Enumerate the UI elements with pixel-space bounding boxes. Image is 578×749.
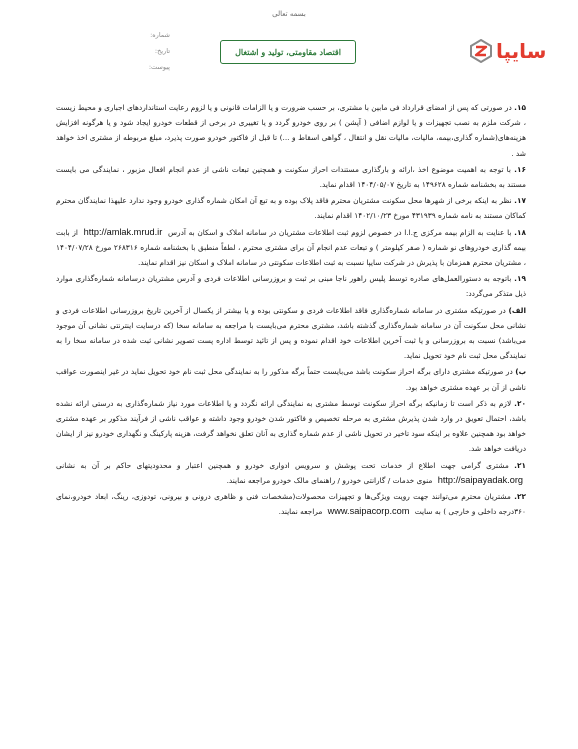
saipa-wordmark: سایپا	[496, 39, 547, 63]
clause-text-continued: مراجعه نمایند.	[278, 507, 323, 517]
clause-19-alef	[56, 303, 526, 364]
saipa-emblem-icon	[470, 39, 492, 63]
meta-date-label: تاریخ:	[154, 47, 170, 55]
clause-19-be	[56, 364, 526, 394]
amlak-url-link[interactable]: http://amlak.mrud.ir	[83, 226, 163, 237]
clause-15	[56, 100, 526, 161]
clause-number: ۱۸.	[514, 227, 526, 237]
clause-text: در صورتی که پس از امضای قرارداد فی مابین با مشتری، بر حسب ضرورت و یا الزامات قانونی و یا لزوم رعایت استانداردهای اجباری و محیط زیست ، شرکت ملزم به نصب تجهیزات و یا لوازم اضافی ( آپشن ) بر روی خودرو گردد و یا تغییری در برخی از قطعات خودرو ایجاد شود و یا هرگونه افزایش هزینه‌های(شماره گذاری،بیمه، مالیات، مالیات نقل و انتقال ، گواهی اسقاط و ...) تا قبل از فاکتور خودرو صورت پذیرد، مبلغ مربوطه از مشتری اخذ خواهد شد .	[56, 103, 526, 158]
clause-19	[56, 271, 526, 301]
economy-slogan-logo: اقتصاد مقاومتی، تولید و اشتغال	[220, 40, 356, 64]
clause-17	[56, 193, 526, 223]
letter-meta	[100, 28, 170, 76]
clause-text: مشتری گرامی جهت اطلاع از خدمات تحت پوشش و سرویس ادواری خودرو و همچنین اعتبار و محدودیتهای حاکم بر آن به نشانی	[56, 460, 509, 470]
clause-text: نظر به اینکه برخی از شهرها محل سکونت مشتریان محترم فاقد پلاک بوده و به تبع آن امکان شماره گذاری خودرو وجود ندارد علیهذا نمایندگان محترم کماکان مستند به نامه شماره ۴۳۱۹۳۹ مورخ ۱۴۰۲/۱۰/۲۳ اقدام نمایند.	[56, 196, 526, 221]
clauses-body	[56, 100, 526, 520]
clause-21	[56, 458, 526, 488]
clause-number: ۱۹.	[514, 274, 526, 284]
sub-clause-text: در صورتیکه مشتری در سامانه شماره‌گذاری فاقد اطلاعات فردی و سکونتی بوده و یا بیشتر از یکسال از آخرین تاریخ بروزرسانی اطلاعات فردی و نشانی محل سکونت آن در سامانه شماره‌گذاری گذشته باشد، مشتری محترم می‌بایست با مراجعه به سامانه سخا (که درسایت اینترنتی نشانی آن موجود می‌باشد) نسبت به بروزرسانی و یا ثبت آخرین اطلاعات خود اقدام نموده و پس از تائید توسط اداره پست تصویر نشانی ثبت شده در سامانه سخا را به نمایندگی محل ثبت نام خود تحویل نماید.	[56, 305, 526, 361]
clause-text: لازم به ذکر است تا زمانیکه برگه احراز سکونت توسط مشتری به نمایندگی ارائه نگردد و یا اطلاعات مورد نیاز شماره‌گذاری به درستی ارائه نشده باشد، احتمال تعویق در وارد شدن پذیرش مشتری به مرحله تخصیص و فاکتور شدن خودرو وجود داشته و عواقب ناشی از فرآیند مذکور بر عهده مشتری خواهد بود همچنین علاوه بر اینکه سود تاخیر در تحویل ناشی از عدم شماره گذاری به آنان تعلق نخواهد گرفت، هزینه پارکینگ و نگهداری خودرو نیز از ایشان دریافت خواهد شد.	[56, 398, 526, 454]
clause-number: ۱۷.	[514, 196, 527, 206]
saipacorp-url-link[interactable]: www.saipacorp.com	[327, 506, 410, 517]
meta-number-row	[100, 28, 170, 44]
clause-text-continued: منوی خدمات / گارانتی خودرو / راهنمای مالک خودرو مراجعه نمایند.	[226, 475, 433, 485]
clause-text-continued: از بابت بیمه گذاری خودروهای نو شماره ( صفر کیلومتر ) و تبعات عدم انجام آن برای مشتری محترم ، لطفاً منطبق با بخشنامه شماره ۲۶۸۳۱۶ مورخ ۱۴۰۴/۰۷/۲۸ ، مشتریان محترم همزمان با پذیرش در شرکت سایپا نسبت به ثبت اطلاعات سکونتی در سامانه املاک و اسکان نیز اقدام نمایند.	[56, 227, 526, 268]
clause-16	[56, 162, 526, 192]
meta-attachment-label: پیوست:	[148, 63, 170, 71]
meta-attachment-row	[100, 60, 170, 76]
meta-number-label: شماره:	[150, 31, 170, 39]
clause-text: با عنایت به الزام بیمه مرکزی ج.ا.ا در خصوص لزوم ثبت اطلاعات مشتریان در سامانه املاک و اسکان به آدرس	[167, 227, 512, 237]
clause-20	[56, 396, 526, 457]
sub-clause-text: در صورتیکه مشتری دارای برگه احراز سکونت باشد می‌بایست حتماً برگه مذکور را به نمایندگی محل ثبت نام خود تحویل نماید در غیر اینصورت عواقب ناشی از آن بر عهده مشتری خواهد بود.	[56, 367, 526, 392]
clause-18	[56, 225, 526, 271]
sub-clause-label: ب)	[515, 367, 526, 377]
clause-text: با توجه به اهمیت موضوع اخذ ،ارائه و بارگذاری مستندات احراز سکونت و همچنین تبعات ناشی از عدم انجام افعال مزبور ، نمایندگی می بایست مستند به بخشنامه شماره ۱۴۹۶۲۸ به تاریخ ۱۴۰۴/۰۵/۰۷ اقدام نماید.	[56, 164, 526, 190]
saipayadak-url-link[interactable]: http://saipayadak.org	[437, 474, 523, 485]
basmala-heading: بسمه تعالی	[272, 10, 306, 18]
sub-clause-label: الف)	[508, 305, 526, 315]
clause-number: ۲۲.	[514, 492, 526, 502]
clause-number: ۲۱.	[514, 460, 526, 470]
clause-text: مشتریان محترم می‌توانند جهت رویت ویژگی‌ها و تجهیزات محصولات(مشخصات فنی و ظاهری درونی و بیرونی، تودوزی، رینگ، ابعاد خودرو،نمای ۳۶۰درجه داخلی و خارجی ) به سایت	[56, 492, 526, 517]
clause-text: باتوجه به دستورالعمل‌های صادره توسط پلیس راهور ناجا مبنی بر ثبت و بروزرسانی اطلاعات فردی و آدرس مشتریان درسامانه شماره‌گذاری موارد ذیل متذکر می‌گردد:	[56, 274, 526, 299]
saipa-logo	[470, 34, 560, 68]
clause-22	[56, 489, 526, 519]
clause-number: ۱۶.	[514, 164, 526, 174]
meta-date-row	[100, 44, 170, 60]
clause-number: ۲۰.	[514, 398, 526, 408]
clause-number: ۱۵.	[514, 103, 526, 112]
